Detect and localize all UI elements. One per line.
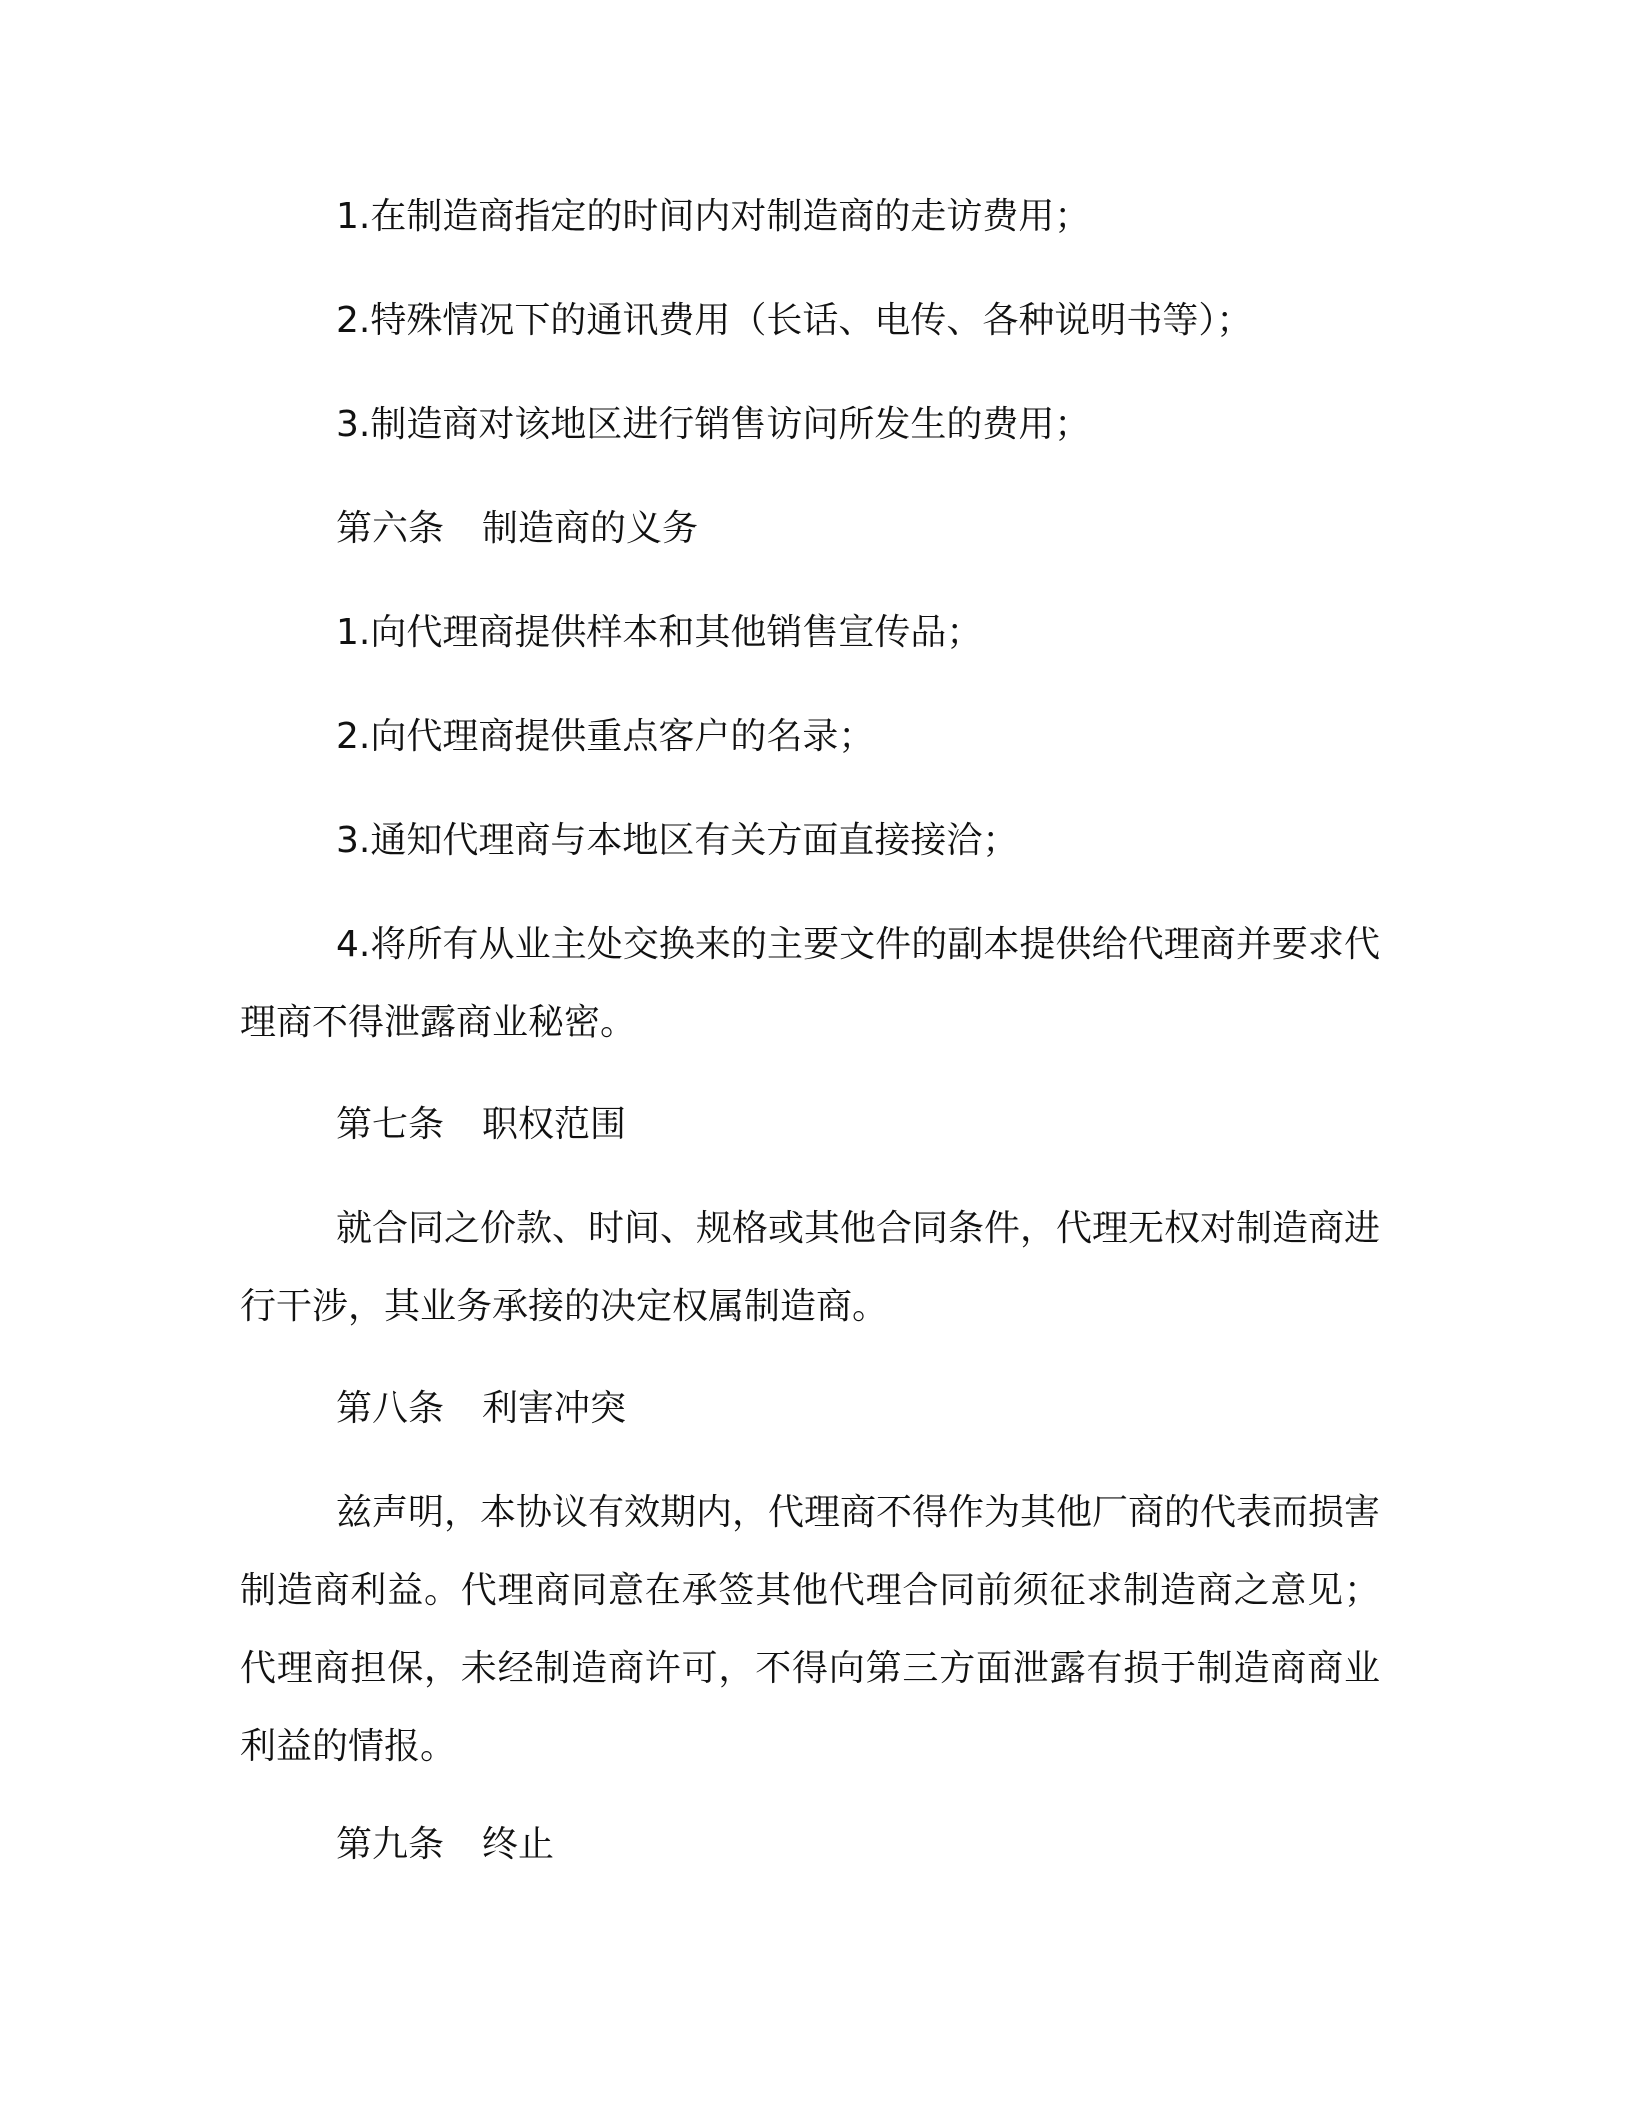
article9-title: 终止 — [482, 1824, 555, 1865]
article9-heading — [336, 1806, 1496, 1884]
article6-title: 制造商的义务 — [482, 508, 699, 549]
article8-number: 第八条 — [336, 1388, 445, 1429]
article7-title: 职权范围 — [482, 1104, 627, 1145]
article6-item-3: 3.通知代理商与本地区有关方面直接接洽； — [336, 820, 1019, 861]
section5-item-1: 1.在制造商指定的时间内对制造商的走访费用； — [336, 196, 1091, 237]
article7-body: 就合同之价款、时间、规格或其他合同条件，代理无权对制造商进行干涉，其业务承接的决定权属制造商。 — [240, 1208, 1381, 1327]
article6-heading — [336, 490, 1496, 568]
article9-number: 第九条 — [336, 1824, 445, 1865]
article8-heading — [336, 1370, 1496, 1448]
article6-item-4: 4.将所有从业主处交换来的主要文件的副本提供给代理商并要求代理商不得泄露商业秘密。 — [240, 924, 1380, 1043]
article6-item-1: 1.向代理商提供样本和其他销售宣传品； — [336, 612, 983, 653]
article8-title: 利害冲突 — [482, 1388, 627, 1429]
section5-item-3: 3.制造商对该地区进行销售访问所发生的费用； — [336, 404, 1091, 445]
article6-number: 第六条 — [336, 508, 445, 549]
section5-item-2: 2.特殊情况下的通讯费用（长话、电传、各种说明书等）； — [336, 300, 1253, 341]
article6-item-2: 2.向代理商提供重点客户的名录； — [336, 716, 875, 757]
article8-body: 兹声明，本协议有效期内，代理商不得作为其他厂商的代表而损害制造商利益。代理商同意在承签其他代理合同前须征求制造商之意见；代理商担保，未经制造商许可，不得向第三方面泄露有损于制造商商业利益的情报。 — [240, 1492, 1381, 1767]
article7-number: 第七条 — [336, 1104, 445, 1145]
article7-heading — [336, 1086, 1496, 1164]
